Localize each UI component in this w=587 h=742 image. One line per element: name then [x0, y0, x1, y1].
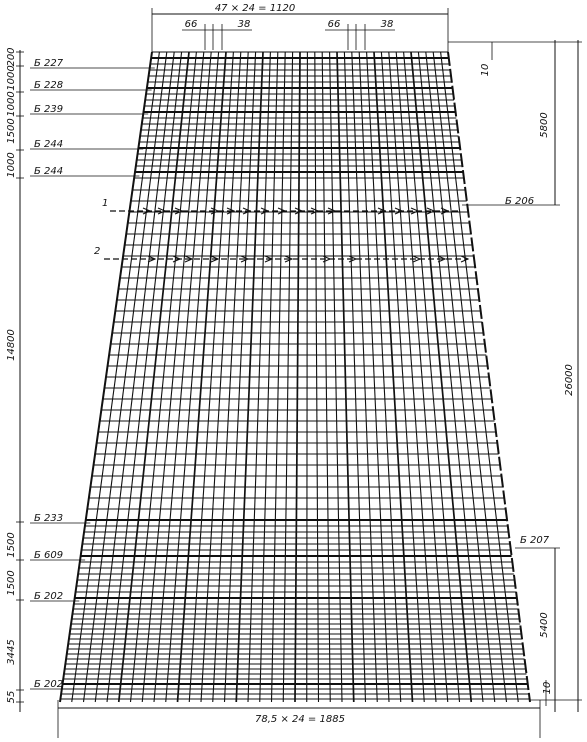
bar-mark-b233: Б 233 — [34, 513, 64, 524]
bottom-width-dimension: 78,5 × 24 = 1885 — [255, 714, 345, 725]
left-dim-4: 1000 — [6, 152, 17, 178]
top-spacing-left-b: 38 — [237, 19, 251, 30]
left-dim-5: 14800 — [6, 329, 17, 361]
right-dim-bottom-offset: 10 — [542, 681, 553, 695]
left-dim-9: 55 — [6, 690, 17, 704]
right-dim-lower-zone: 5400 — [539, 612, 550, 638]
left-dim-2: 1000 — [6, 91, 17, 117]
top-spacing-right-a: 66 — [327, 19, 341, 30]
right-dim-total-height: 26000 — [564, 364, 575, 396]
bar-mark-b202-b: Б 202 — [34, 679, 64, 690]
bar-mark-b239: Б 239 — [34, 104, 64, 115]
top-width-dimension: 47 × 24 = 1120 — [214, 3, 296, 14]
bar-mark-b228: Б 228 — [34, 80, 64, 91]
reinforcement-grid — [60, 52, 530, 702]
left-dim-1: 1000 — [6, 65, 17, 91]
left-dim-6: 1500 — [6, 532, 17, 558]
bar-mark-b244-a: Б 244 — [34, 139, 64, 150]
bar-mark-b202-a: Б 202 — [34, 591, 64, 602]
top-spacing-right-b: 38 — [380, 19, 394, 30]
left-dim-7: 1500 — [6, 570, 17, 596]
left-dim-0: 200 — [6, 47, 17, 67]
bar-mark-b609: Б 609 — [34, 550, 64, 561]
left-dim-8: 3445 — [6, 639, 17, 665]
right-dim-upper-zone: 5800 — [539, 112, 550, 138]
right-dim-top-offset: 10 — [480, 63, 491, 77]
bar-mark-b227: Б 227 — [34, 58, 64, 69]
row-marker-2: 2 — [94, 246, 101, 257]
bar-mark-b244-b: Б 244 — [34, 166, 64, 177]
bar-mark-b207: Б 207 — [520, 535, 550, 546]
top-spacing-left-a: 66 — [184, 19, 198, 30]
left-dim-3: 1500 — [6, 118, 17, 144]
row-marker-1: 1 — [102, 198, 109, 209]
bar-mark-b206: Б 206 — [505, 196, 535, 207]
